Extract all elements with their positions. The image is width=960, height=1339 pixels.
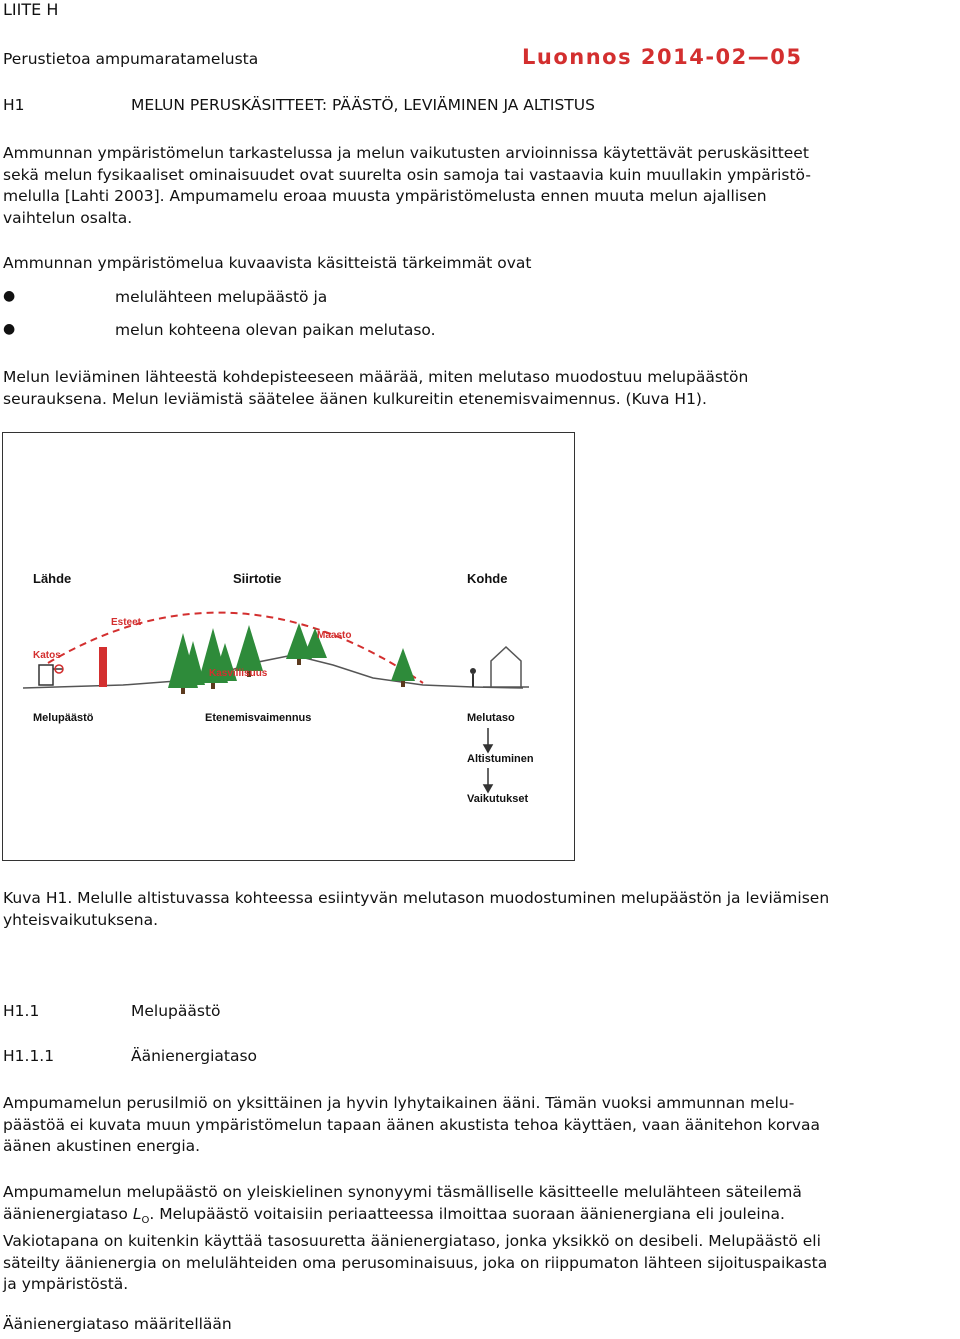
label-barriers: Esteet	[111, 617, 142, 628]
symbol-subscript: O	[141, 1214, 150, 1226]
shooting-shelter	[39, 665, 63, 685]
label-vegetation: Kasvillisuus	[209, 668, 268, 679]
document-subject: Perustietoa ampumaratamelusta	[3, 50, 259, 68]
text-line: Ampumamelun melupäästö on yleiskielinen synonyymi täsmälliselle käsitteelle melulähteen säteilemä	[3, 1183, 802, 1201]
text-line: ja ympäristöstä.	[3, 1275, 129, 1294]
label-noise-level: Melutaso	[467, 712, 515, 724]
house-icon	[483, 647, 529, 687]
terrain-line	[23, 655, 523, 688]
person-icon	[470, 668, 476, 687]
text-line: yhteisvaikutuksena.	[3, 910, 159, 929]
noise-diagram	[3, 433, 573, 859]
symbol-L: L	[132, 1204, 142, 1223]
text-line: päästöä ei kuvata muun ympäristömelun tapaan äänen akustista tehoa käyttäen, vaan äänitehon korvaa	[3, 1115, 820, 1134]
label-exposure: Altistuminen	[467, 753, 534, 765]
text-line: melulla [Lahti 2003]. Ampumamelu eroaa muusta ympäristömelusta ennen muuta melun ajallisen	[3, 187, 767, 205]
label-path: Siirtotie	[233, 571, 282, 586]
label-terrain: Maasto	[317, 630, 352, 641]
section-number: H1	[3, 96, 25, 114]
label-source: Lähde	[33, 571, 72, 586]
text-line: Ampumamelun perusilmiö on yksittäinen ja hyvin lyhytaikainen ääni. Tämän vuoksi ammunnan melu-	[3, 1094, 795, 1112]
next-heading: Äänienergiataso määritellään	[3, 1315, 232, 1333]
figure-noise-propagation	[2, 432, 575, 861]
label-shelter: Katos	[33, 650, 61, 661]
text-span: äänienergiataso	[3, 1204, 133, 1223]
label-attenuation: Etenemisvaimennus	[205, 712, 312, 724]
text-line: säteilty äänienergia on melulähteiden oma perusominaisuus, joka on riippumaton lähteen sijoituspaikasta	[3, 1253, 828, 1272]
text-line: Vakiotapana on kuitenkin käyttää tasosuuretta äänienergiataso, jonka yksikkö on desibeli. Melupäästö eli	[3, 1232, 821, 1251]
subsection-number: H1.1	[3, 1002, 40, 1020]
intro-paragraph	[3, 143, 960, 229]
bullet-item: melun kohteena olevan paikan melutaso.	[115, 321, 436, 339]
text-line: sekä melun fysikaaliset ominaisuudet ovat suurelta osin samoja tai vastaavia kuin muullakin ympäristö-	[3, 165, 811, 184]
barrier	[99, 647, 107, 687]
draft-label: Luonnos 2014-02—05	[522, 45, 803, 69]
concepts-lead: Ammunnan ympäristömelua kuvaavista käsitteistä tärkeimmät ovat	[3, 254, 532, 272]
body-paragraph-1	[3, 1093, 960, 1158]
text-line	[3, 1204, 960, 1232]
figure-caption	[3, 888, 960, 931]
bullet-item: melulähteen melupäästö ja	[115, 288, 328, 306]
bullet-marker: ●	[3, 288, 16, 304]
text-span: . Melupäästö voitaisiin periaatteessa ilmoittaa suoraan äänienergiana eli jouleina.	[149, 1204, 785, 1223]
appendix-title: LIITE H	[3, 0, 59, 19]
text-line: Melun leviäminen lähteestä kohdepisteeseen määrää, miten melutaso muodostuu melupäästön	[3, 368, 749, 386]
subsection-title: Melupäästö	[131, 1002, 221, 1020]
subsection-title: Äänienergiataso	[131, 1047, 258, 1065]
body-paragraph-2	[3, 1182, 960, 1296]
text-line: äänen akustinen energia.	[3, 1137, 201, 1155]
bullet-marker: ●	[3, 321, 16, 337]
propagation-paragraph	[3, 367, 960, 410]
label-emission: Melupäästö	[33, 712, 94, 724]
subsection-number: H1.1.1	[3, 1047, 55, 1065]
tree-icon	[235, 625, 263, 671]
section-title: MELUN PERUSKÄSITTEET: PÄÄSTÖ, LEVIÄMINEN JA ALTISTUS	[131, 96, 595, 114]
text-line: Kuva H1. Melulle altistuvassa kohteessa esiintyvän melutason muodostuminen melupäästön ja leviämisen	[3, 889, 830, 907]
label-effects: Vaikutukset	[467, 793, 529, 805]
text-line: Ammunnan ympäristömelun tarkastelussa ja melun vaikutusten arvioinnissa käytettävät peruskäsitteet	[3, 144, 809, 162]
text-line: vaihtelun osalta.	[3, 208, 133, 227]
text-line: seurauksena. Melun leviämistä säätelee äänen kulkureitin etenemisvaimennus. (Kuva H1).	[3, 389, 707, 408]
label-target: Kohde	[467, 571, 508, 586]
